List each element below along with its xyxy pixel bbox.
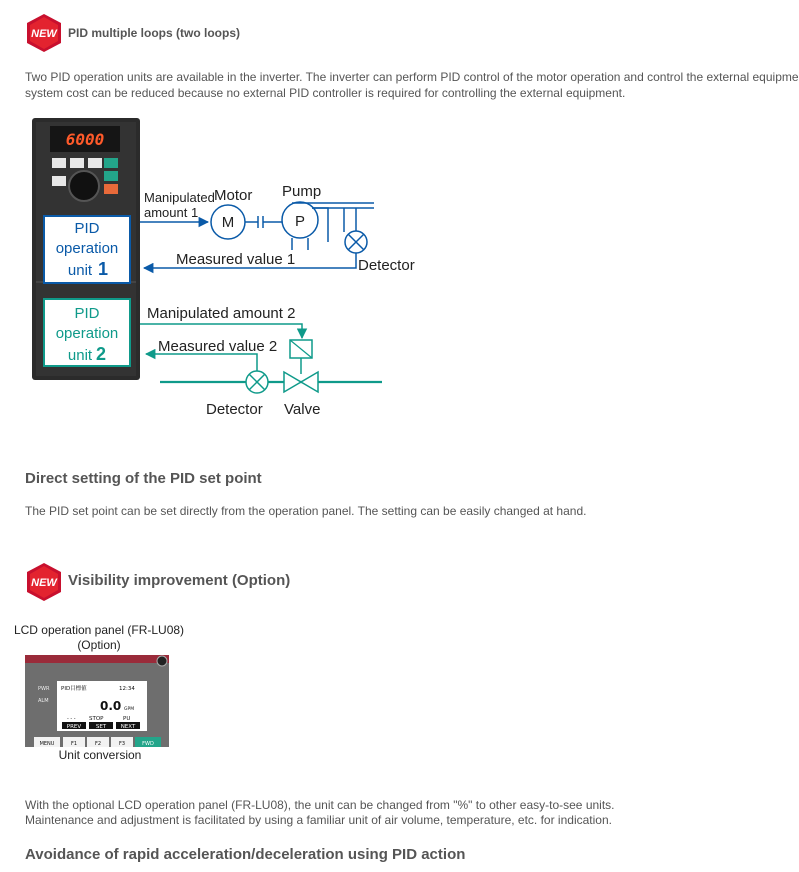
svg-text:PID: PID bbox=[74, 305, 100, 322]
svg-text:- - -: - - - bbox=[67, 716, 76, 722]
svg-text:PWR: PWR bbox=[38, 686, 50, 692]
new-badge-icon bbox=[24, 13, 64, 53]
svg-text:12:34: 12:34 bbox=[119, 686, 135, 692]
manip1-label-line1: Manipulated bbox=[144, 190, 215, 205]
section-title-direct-setting: Direct setting of the PID set point bbox=[25, 470, 262, 487]
lcd-image-caption: Unit conversion bbox=[58, 748, 142, 762]
lcd-caption: LCD operation panel (FR-LU08) (Option) bbox=[13, 623, 185, 652]
new-badge-label: NEW bbox=[31, 28, 57, 40]
lcd-prev-softkey: PREV bbox=[66, 724, 82, 730]
svg-text:operation: operation bbox=[55, 240, 119, 257]
svg-text:PID目標値: PID目標値 bbox=[61, 686, 87, 692]
svg-text:2: 2 bbox=[96, 344, 107, 364]
manip1-label-line2: amount 1 bbox=[144, 205, 199, 220]
section3-body-line2: Maintenance and adjustment is facilitated by using a familiar unit of air volume, temperature, etc. for indication. bbox=[25, 813, 612, 827]
svg-text:operation: operation bbox=[55, 325, 119, 342]
lcd-next-softkey: NEXT bbox=[120, 724, 136, 730]
section-title-visibility: Visibility improvement (Option) bbox=[68, 572, 291, 589]
section1-body-line2: system cost can be reduced because no external PID controller is required for controlling the external equipment. bbox=[25, 86, 626, 100]
svg-text:unit: unit bbox=[67, 347, 93, 364]
lcd-panel-image bbox=[25, 655, 169, 747]
manip2-label: Manipulated amount 2 bbox=[147, 305, 296, 322]
section-title-pid-multiple-loops: PID multiple loops (two loops) bbox=[68, 26, 240, 40]
new-badge-label: NEW bbox=[31, 577, 57, 589]
svg-text:F3: F3 bbox=[118, 741, 126, 747]
svg-text:PID: PID bbox=[74, 220, 100, 237]
lcd-set-softkey: SET bbox=[95, 724, 107, 730]
svg-text:GPM: GPM bbox=[124, 707, 135, 712]
svg-text:STOP: STOP bbox=[89, 716, 104, 722]
section2-body: The PID set point can be set directly from the operation panel. The setting can be easily changed at hand. bbox=[25, 504, 587, 518]
svg-text:ALM: ALM bbox=[38, 698, 49, 704]
valve-symbol bbox=[284, 372, 301, 392]
svg-text:1: 1 bbox=[98, 259, 109, 279]
detector1-label: Detector bbox=[358, 257, 415, 274]
section-title-avoidance: Avoidance of rapid acceleration/deceleration using PID action bbox=[25, 846, 466, 863]
measured-value1-label: Measured value 1 bbox=[176, 251, 296, 268]
svg-text:FWD: FWD bbox=[142, 741, 154, 747]
section1-body-line1: Two PID operation units are available in the inverter. The inverter can perform PID control of the motor operation and control the external equipme bbox=[25, 70, 799, 84]
svg-text:F1: F1 bbox=[70, 741, 78, 747]
pid-two-loop-diagram bbox=[20, 112, 430, 422]
svg-text:PU: PU bbox=[123, 716, 131, 722]
svg-text:M: M bbox=[221, 214, 235, 231]
svg-text:unit: unit bbox=[67, 262, 93, 279]
pump-label: Pump bbox=[282, 183, 322, 200]
svg-text:0.0: 0.0 bbox=[100, 699, 122, 713]
motor-label: Motor bbox=[214, 187, 253, 204]
valve-label: Valve bbox=[284, 401, 321, 418]
svg-text:F2: F2 bbox=[94, 741, 102, 747]
new-badge-icon bbox=[24, 562, 64, 602]
svg-text:P: P bbox=[294, 213, 306, 230]
measured-value2-label: Measured value 2 bbox=[158, 338, 278, 355]
inverter-dial bbox=[69, 171, 99, 201]
svg-text:MENU: MENU bbox=[39, 741, 55, 747]
section3-body-line1: With the optional LCD operation panel (FR-LU08), the unit can be changed from "%" to other easy-to-see units. bbox=[25, 798, 615, 812]
inverter-display-value: 6000 bbox=[65, 130, 105, 149]
detector2-label: Detector bbox=[206, 401, 263, 418]
panel-close-icon bbox=[157, 656, 167, 666]
